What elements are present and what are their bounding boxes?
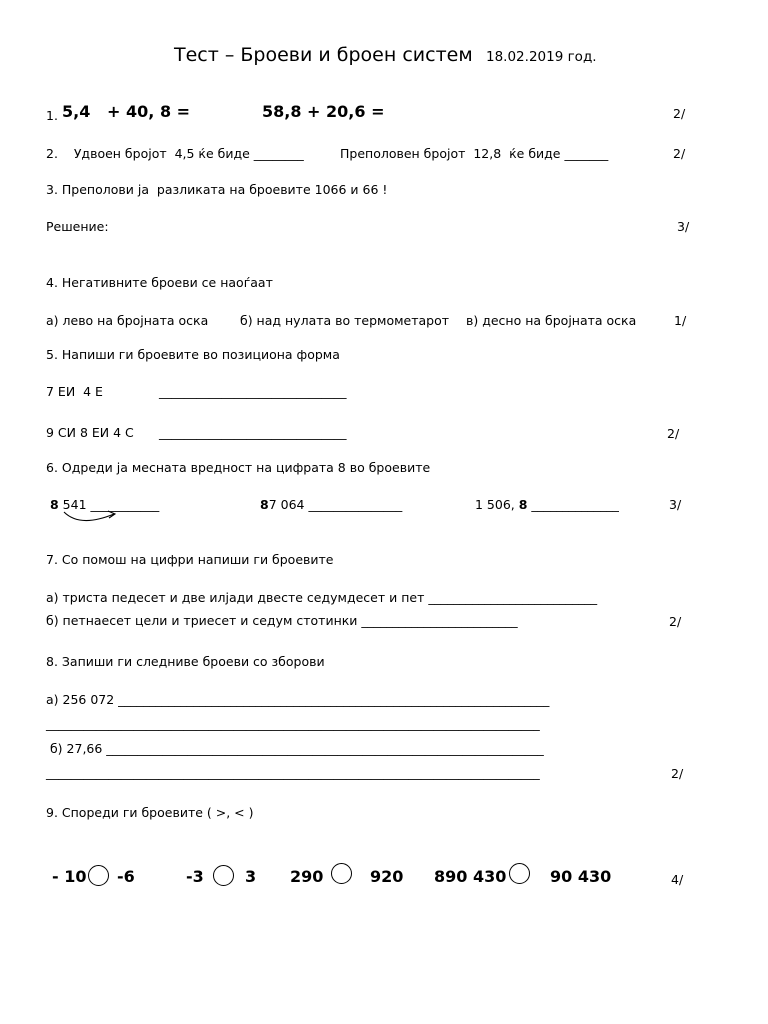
q7-text: 7. Со помош на цифри напиши ги броевите <box>46 552 334 567</box>
q9-pair-1-right: -6 <box>117 867 135 886</box>
q6-score: 3/ <box>669 497 682 512</box>
q9-pair-4-right: 90 430 <box>550 867 612 886</box>
q6-number-2-rest: 7 064 _______________ <box>268 497 403 512</box>
q6-number-3-digit: 8 <box>518 497 528 512</box>
q6-number-1-digit: 8 <box>50 497 59 512</box>
q9-text: 9. Спореди ги броевите ( >, < ) <box>46 805 254 820</box>
q6-text: 6. Одреди ја месната вредност на цифрата 8 во броевите <box>46 460 431 475</box>
q9-score: 4/ <box>671 872 684 887</box>
q8-score: 2/ <box>671 766 684 781</box>
q6-number-3-rest: ______________ <box>527 497 619 512</box>
q9-pair-3-left: 290 <box>290 867 324 886</box>
q6-number-2-digit: 8 <box>260 497 269 512</box>
q4-option-b: б) над нулата во термометарот <box>240 313 450 328</box>
q5-item-1: 7 ЕИ 4 Е <box>46 384 103 399</box>
q7-item-a: а) триста педесет и две илјади двесте седумдесет и пет ___________________________ <box>46 590 598 605</box>
page-title: Тест – Броеви и броен систем <box>174 44 473 66</box>
q8-item-a: а) 256 072 _____________________________________________________________________ <box>46 692 550 707</box>
q2-score: 2/ <box>673 146 686 161</box>
q9-pair-2-right: 3 <box>245 867 257 886</box>
q4-score: 1/ <box>674 313 687 328</box>
q8-line-a: _______________________________________________________________________________ <box>46 716 540 731</box>
q1-score: 2/ <box>673 106 686 121</box>
q8-text: 8. Запиши ги следниве броеви со зборови <box>46 654 325 669</box>
q7-item-b: б) петнаесет цели и триесет и седум стотинки _________________________ <box>46 613 518 628</box>
q5-answer-line-2: ______________________________ <box>159 425 347 440</box>
q7-score: 2/ <box>669 614 682 629</box>
q9-compare-circle-1[interactable] <box>88 865 109 886</box>
q9-pair-3-right: 920 <box>370 867 404 886</box>
q2-text-1: 2. Удвоен бројот 4,5 ќе биде ________ <box>46 146 304 161</box>
q5-text: 5. Напиши ги броевите во позициона форма <box>46 347 340 362</box>
q1-expression-2: 58,8 + 20,6 = <box>262 102 385 121</box>
q5-answer-line-1: ______________________________ <box>159 384 347 399</box>
q2-text-2: Преполовен бројот 12,8 ќе биде _______ <box>340 146 609 161</box>
q8-line-b: _______________________________________________________________________________ <box>46 765 540 780</box>
q9-pair-1-left: - 10 <box>52 867 87 886</box>
q4-option-a: а) лево на бројната оска <box>46 313 209 328</box>
q9-compare-circle-3[interactable] <box>331 863 352 884</box>
q6-number-3 <box>475 497 619 513</box>
curved-arrow-icon <box>60 508 120 528</box>
q4-option-c: в) десно на бројната оска <box>466 313 637 328</box>
q9-pair-2-left: -3 <box>186 867 204 886</box>
q5-score: 2/ <box>667 426 680 441</box>
q1-number: 1. <box>46 108 58 123</box>
q9-compare-circle-4[interactable] <box>509 863 530 884</box>
q6-number-2 <box>260 497 402 513</box>
q1-expression-1: 5,4 + 40, 8 = <box>62 102 191 121</box>
q4-text: 4. Негативните броеви се наоѓаат <box>46 275 273 290</box>
test-date: 18.02.2019 год. <box>486 49 597 65</box>
q3-text: 3. Преполови ја разликата на броевите 1066 и 66 ! <box>46 182 388 197</box>
q3-score: 3/ <box>677 219 690 234</box>
q9-pair-4-left: 890 430 <box>434 867 507 886</box>
q6-number-3-pre: 1 506, <box>475 497 519 512</box>
q5-item-2: 9 СИ 8 ЕИ 4 С <box>46 425 134 440</box>
q9-compare-circle-2[interactable] <box>213 865 234 886</box>
q3-solution-label: Решение: <box>46 219 109 234</box>
q6-number-1-rest: 541 ___________ <box>58 497 160 512</box>
q8-item-b: б) 27,66 ______________________________________________________________________ <box>46 741 544 756</box>
